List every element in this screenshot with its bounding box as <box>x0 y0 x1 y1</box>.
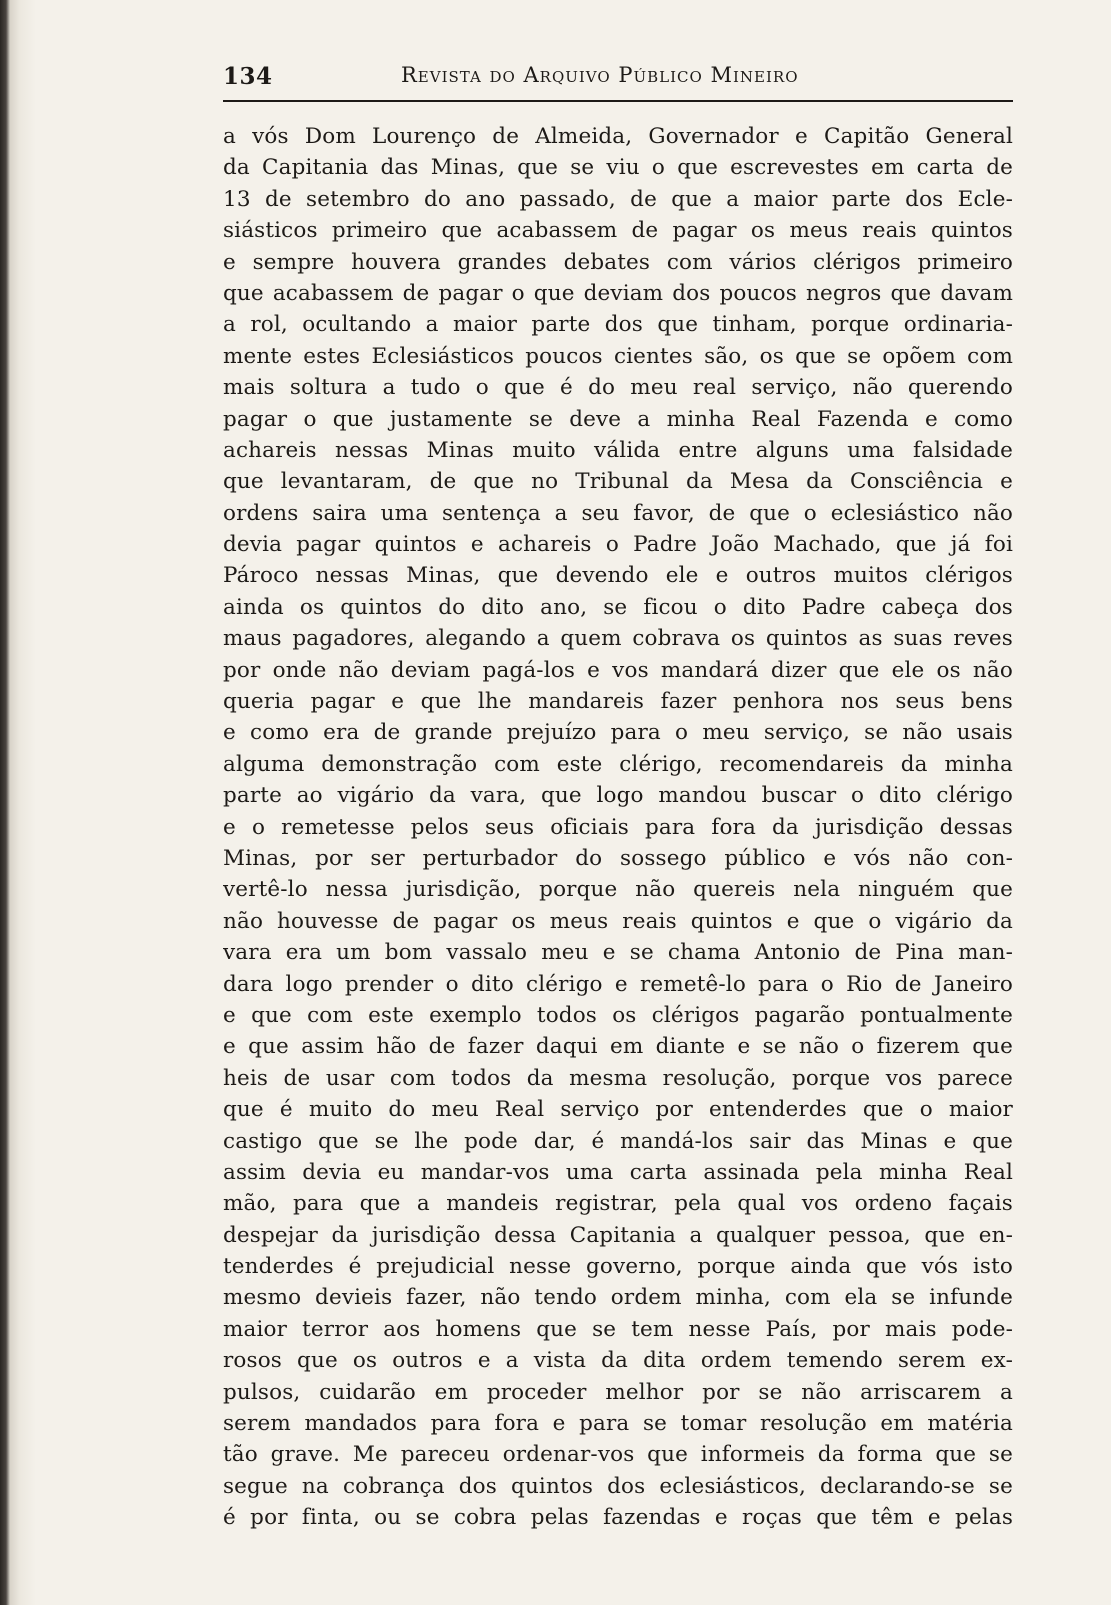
text-line: castigo que se lhe pode dar, é mandá-los sair das Minas e que <box>223 1128 1013 1154</box>
text-line: 13 de setembro do ano passado, de que a maior parte dos Ecle- <box>223 186 1013 212</box>
text-line: da Capitania das Minas, que se viu o que escrevestes em carta de <box>223 155 1013 181</box>
text-line: segue na cobrança dos quintos dos eclesiásticos, declarando-se se <box>223 1473 1013 1499</box>
text-line: que levantaram, de que no Tribunal da Mesa da Consciência e <box>223 469 1013 495</box>
text-line: queria pagar e que lhe mandareis fazer penhora nos seus bens <box>223 689 1013 715</box>
text-line: que acabassem de pagar o que deviam dos poucos negros que davam <box>223 280 1013 306</box>
text-line: Minas, por ser perturbador do sossego público e vós não con- <box>223 845 1013 871</box>
page-binding-edge <box>0 0 36 1605</box>
text-line: vara era um bom vassalo meu e se chama Antonio de Pina man- <box>223 940 1013 966</box>
text-line: e o remetesse pelos seus oficiais para fora da jurisdição dessas <box>223 814 1013 840</box>
text-line: devia pagar quintos e achareis o Padre João Machado, que já foi <box>223 532 1013 558</box>
text-line: ordens saira uma sentença a seu favor, de que o eclesiástico não <box>223 500 1013 526</box>
text-line: mão, para que a mandeis registrar, pela qual vos ordeno façais <box>223 1191 1013 1217</box>
text-line: mesmo devieis fazer, não tendo ordem minha, com ela se infunde <box>223 1285 1013 1311</box>
text-line: vertê-lo nessa jurisdição, porque não quereis nela ninguém que <box>223 877 1013 903</box>
text-line: pulsos, cuidarão em proceder melhor por se não arriscarem a <box>223 1379 1013 1405</box>
text-line: rosos que os outros e a vista da dita ordem temendo serem ex- <box>223 1348 1013 1374</box>
text-line: mente estes Eclesiásticos poucos cientes são, os que se opõem com <box>223 343 1013 369</box>
running-title: Revista do Arquivo Público Mineiro <box>401 63 799 87</box>
text-line: por onde não deviam pagá-los e vos mandará dizer que ele os não <box>223 657 1013 683</box>
text-line: dara logo prender o dito clérigo e remetê-lo para o Rio de Janeiro <box>223 971 1013 997</box>
running-header <box>223 60 1013 102</box>
body-text <box>223 121 1013 1534</box>
text-line: maior terror aos homens que se tem nesse País, por mais pode- <box>223 1316 1013 1342</box>
text-line: heis de usar com todos da mesma resolução, porque vos parece <box>223 1065 1013 1091</box>
text-line: ainda os quintos do dito ano, se ficou o dito Padre cabeça dos <box>223 594 1013 620</box>
text-line: pagar o que justamente se deve a minha Real Fazenda e como <box>223 406 1013 432</box>
text-line: despejar da jurisdição dessa Capitania a qualquer pessoa, que en- <box>223 1222 1013 1248</box>
text-line: Pároco nessas Minas, que devendo ele e outros muitos clérigos <box>223 563 1013 589</box>
text-line: e que assim hão de fazer daqui em diante e se não o fizerem que <box>223 1034 1013 1060</box>
text-line: alguma demonstração com este clérigo, recomendareis da minha <box>223 751 1013 777</box>
text-line: e como era de grande prejuízo para o meu serviço, se não usais <box>223 720 1013 746</box>
text-line: mais soltura a tudo o que é do meu real serviço, não querendo <box>223 375 1013 401</box>
text-line: é por finta, ou se cobra pelas fazendas e roças que têm e pelas <box>223 1505 1013 1531</box>
text-line: maus pagadores, alegando a quem cobrava os quintos as suas reves <box>223 626 1013 652</box>
text-line: e sempre houvera grandes debates com vários clérigos primeiro <box>223 249 1013 275</box>
text-line: tenderdes é prejudicial nesse governo, porque ainda que vós isto <box>223 1254 1013 1280</box>
text-line: achareis nessas Minas muito válida entre alguns uma falsidade <box>223 437 1013 463</box>
text-line: e que com este exemplo todos os clérigos pagarão pontualmente <box>223 1002 1013 1028</box>
page-number: 134 <box>223 63 273 90</box>
text-line: siásticos primeiro que acabassem de pagar os meus reais quintos <box>223 218 1013 244</box>
text-line: assim devia eu mandar-vos uma carta assinada pela minha Real <box>223 1159 1013 1185</box>
text-line: que é muito do meu Real serviço por entenderdes que o maior <box>223 1097 1013 1123</box>
text-line: a vós Dom Lourenço de Almeida, Governador e Capitão General <box>223 124 1013 149</box>
text-line: parte ao vigário da vara, que logo mandou buscar o dito clérigo <box>223 783 1013 809</box>
text-line: não houvesse de pagar os meus reais quintos e que o vigário da <box>223 908 1013 934</box>
text-line: a rol, ocultando a maior parte dos que tinham, porque ordinaria- <box>223 312 1013 338</box>
text-line: serem mandados para fora e para se tomar resolução em matéria <box>223 1411 1013 1437</box>
text-line: tão grave. Me pareceu ordenar-vos que informeis da forma que se <box>223 1442 1013 1468</box>
